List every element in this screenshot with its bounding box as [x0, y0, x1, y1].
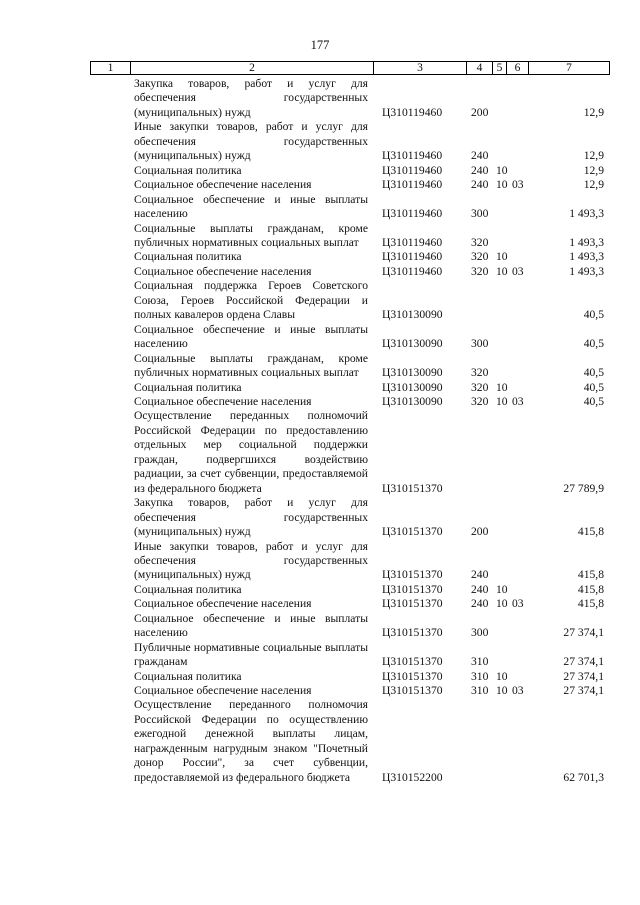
row-pr: 03 [512, 394, 524, 408]
row-name: Социальные выплаты гражданам, кроме публичных нормативных социальных выплат [134, 221, 368, 249]
row-code: Ц310119460 [382, 250, 443, 264]
row-name: Осуществление переданных полномочий Российской Федерации по предоставлению отдельных мер социальной поддержки граждан, подвергшихся воздействию радиации, за счет субвенции, предоставляемой из федерального бюджета [134, 409, 368, 495]
header-col-7: 7 [566, 62, 572, 74]
row-name: Социальные выплаты гражданам, кроме публичных нормативных социальных выплат [134, 351, 368, 380]
table-row [90, 684, 610, 698]
table-row [90, 540, 610, 583]
row-rz: 10 [496, 163, 508, 177]
header-col-1: 1 [91, 62, 131, 74]
row-pr: 03 [512, 178, 524, 192]
row-name: Социальное обеспечение населения [134, 684, 312, 698]
row-sum: 40,5 [583, 308, 604, 322]
page-number: 177 [310, 38, 330, 52]
row-sum: 27 789,9 [563, 481, 604, 495]
row-vr: 300 [471, 626, 489, 640]
header-col-6: 6 [507, 62, 529, 74]
row-sum: 40,5 [583, 380, 604, 394]
row-sum: 1 493,3 [569, 235, 604, 249]
row-code: Ц310119460 [382, 264, 443, 278]
table-row [90, 352, 610, 381]
row-vr: 300 [471, 337, 489, 351]
row-sum: 62 701,3 [563, 770, 604, 784]
row-name: Социальная политика [134, 380, 242, 394]
row-code: Ц310119460 [382, 178, 443, 192]
row-vr: 200 [471, 105, 489, 119]
row-code: Ц310151370 [382, 597, 443, 611]
table-row [90, 178, 610, 192]
table-row [90, 698, 610, 785]
row-rz: 10 [496, 394, 508, 408]
row-sum: 415,8 [577, 597, 604, 611]
row-name: Социальная политика [134, 669, 242, 683]
table-row [90, 583, 610, 597]
row-sum: 415,8 [577, 525, 604, 539]
row-rz: 10 [496, 597, 508, 611]
table-header [90, 61, 610, 75]
row-name: Социальная политика [134, 582, 242, 596]
table-row [90, 612, 610, 641]
table-row [90, 120, 610, 163]
row-code: Ц310151370 [382, 481, 443, 495]
table-row [90, 193, 610, 222]
row-sum: 12,9 [583, 149, 604, 163]
row-vr: 240 [471, 149, 489, 163]
row-vr: 240 [471, 178, 489, 192]
row-rz: 10 [496, 582, 508, 596]
row-code: Ц310130090 [382, 394, 443, 408]
row-pr: 03 [512, 264, 524, 278]
row-name: Социальное обеспечение населения [134, 264, 312, 278]
row-code: Ц310119460 [382, 149, 443, 163]
row-code: Ц310119460 [382, 235, 443, 249]
row-name: Социальное обеспечение населения [134, 178, 312, 192]
row-sum: 27 374,1 [563, 684, 604, 698]
row-vr: 320 [471, 264, 489, 278]
row-vr: 320 [471, 235, 489, 249]
row-name: Иные закупки товаров, работ и услуг для обеспечения государственных (муниципальных) нужд [134, 539, 368, 582]
row-code: Ц310152200 [382, 770, 443, 784]
row-name: Социальное обеспечение и иные выплаты населению [134, 611, 368, 640]
row-code: Ц310119460 [382, 105, 443, 119]
row-name: Публичные нормативные социальные выплаты гражданам [134, 640, 368, 669]
table-row [90, 323, 610, 352]
row-code: Ц310151370 [382, 655, 443, 669]
row-code: Ц310130090 [382, 380, 443, 394]
row-code: Ц310151370 [382, 669, 443, 683]
row-vr: 310 [471, 684, 489, 698]
table-row [90, 77, 610, 120]
row-name: Закупка товаров, работ и услуг для обеспечения государственных (муниципальных) нужд [134, 77, 368, 119]
budget-table-body [90, 77, 610, 785]
row-rz: 10 [496, 684, 508, 698]
row-code: Ц310151370 [382, 568, 443, 582]
row-sum: 40,5 [583, 394, 604, 408]
row-vr: 320 [471, 366, 489, 380]
table-row [90, 250, 610, 264]
table-row [90, 409, 610, 496]
row-vr: 320 [471, 380, 489, 394]
row-rz: 10 [496, 669, 508, 683]
row-name: Социальное обеспечение населения [134, 394, 312, 408]
row-sum: 40,5 [583, 366, 604, 380]
row-rz: 10 [496, 264, 508, 278]
row-sum: 27 374,1 [563, 669, 604, 683]
row-code: Ц310119460 [382, 163, 443, 177]
row-code: Ц310151370 [382, 525, 443, 539]
row-name: Социальное обеспечение и иные выплаты населению [134, 192, 368, 221]
row-pr: 03 [512, 684, 524, 698]
row-pr: 03 [512, 597, 524, 611]
table-row [90, 496, 610, 539]
row-vr: 240 [471, 568, 489, 582]
table-row [90, 381, 610, 395]
header-col-4: 4 [467, 62, 493, 74]
table-row [90, 395, 610, 409]
row-code: Ц310151370 [382, 684, 443, 698]
row-name: Социальная поддержка Героев Советского Союза, Героев Российской Федерации и полных кавалеров ордена Славы [134, 279, 368, 322]
table-row [90, 670, 610, 684]
row-vr: 310 [471, 655, 489, 669]
row-name: Социальное обеспечение населения [134, 597, 312, 611]
row-sum: 415,8 [577, 568, 604, 582]
row-vr: 240 [471, 597, 489, 611]
row-code: Ц310130090 [382, 366, 443, 380]
row-sum: 27 374,1 [563, 655, 604, 669]
table-row [90, 597, 610, 611]
row-sum: 27 374,1 [563, 626, 604, 640]
header-col-3: 3 [374, 62, 467, 74]
row-vr: 200 [471, 525, 489, 539]
row-code: Ц310130090 [382, 337, 443, 351]
header-col-5: 5 [493, 62, 507, 74]
row-sum: 1 493,3 [569, 250, 604, 264]
row-name: Социальная политика [134, 163, 242, 177]
table-row [90, 164, 610, 178]
row-sum: 415,8 [577, 582, 604, 596]
row-sum: 12,9 [583, 178, 604, 192]
row-sum: 12,9 [583, 105, 604, 119]
row-vr: 240 [471, 163, 489, 177]
row-name: Социальная политика [134, 250, 242, 264]
row-name: Осуществление переданного полномочия Российской Федерации по осуществлению ежегодной денежной выплаты лицам, награжденным нагрудным знаком "Почетный донор России", за счет субвенции, предоставляемой из федерального бюджета [134, 698, 368, 784]
row-name: Закупка товаров, работ и услуг для обеспечения государственных (муниципальных) нужд [134, 496, 368, 539]
row-vr: 320 [471, 250, 489, 264]
row-sum: 1 493,3 [569, 207, 604, 221]
table-row [90, 222, 610, 251]
table-row [90, 265, 610, 279]
row-sum: 40,5 [583, 337, 604, 351]
row-code: Ц310130090 [382, 308, 443, 322]
row-rz: 10 [496, 250, 508, 264]
row-vr: 310 [471, 669, 489, 683]
row-sum: 1 493,3 [569, 264, 604, 278]
row-vr: 240 [471, 582, 489, 596]
table-row [90, 641, 610, 670]
row-name: Иные закупки товаров, работ и услуг для обеспечения государственных (муниципальных) нужд [134, 120, 368, 163]
row-rz: 10 [496, 380, 508, 394]
row-sum: 12,9 [583, 163, 604, 177]
row-rz: 10 [496, 178, 508, 192]
row-vr: 300 [471, 207, 489, 221]
row-name: Социальное обеспечение и иные выплаты населению [134, 322, 368, 351]
row-vr: 320 [471, 394, 489, 408]
row-code: Ц310119460 [382, 207, 443, 221]
row-code: Ц310151370 [382, 582, 443, 596]
table-row [90, 279, 610, 322]
row-code: Ц310151370 [382, 626, 443, 640]
header-col-2: 2 [131, 62, 374, 74]
